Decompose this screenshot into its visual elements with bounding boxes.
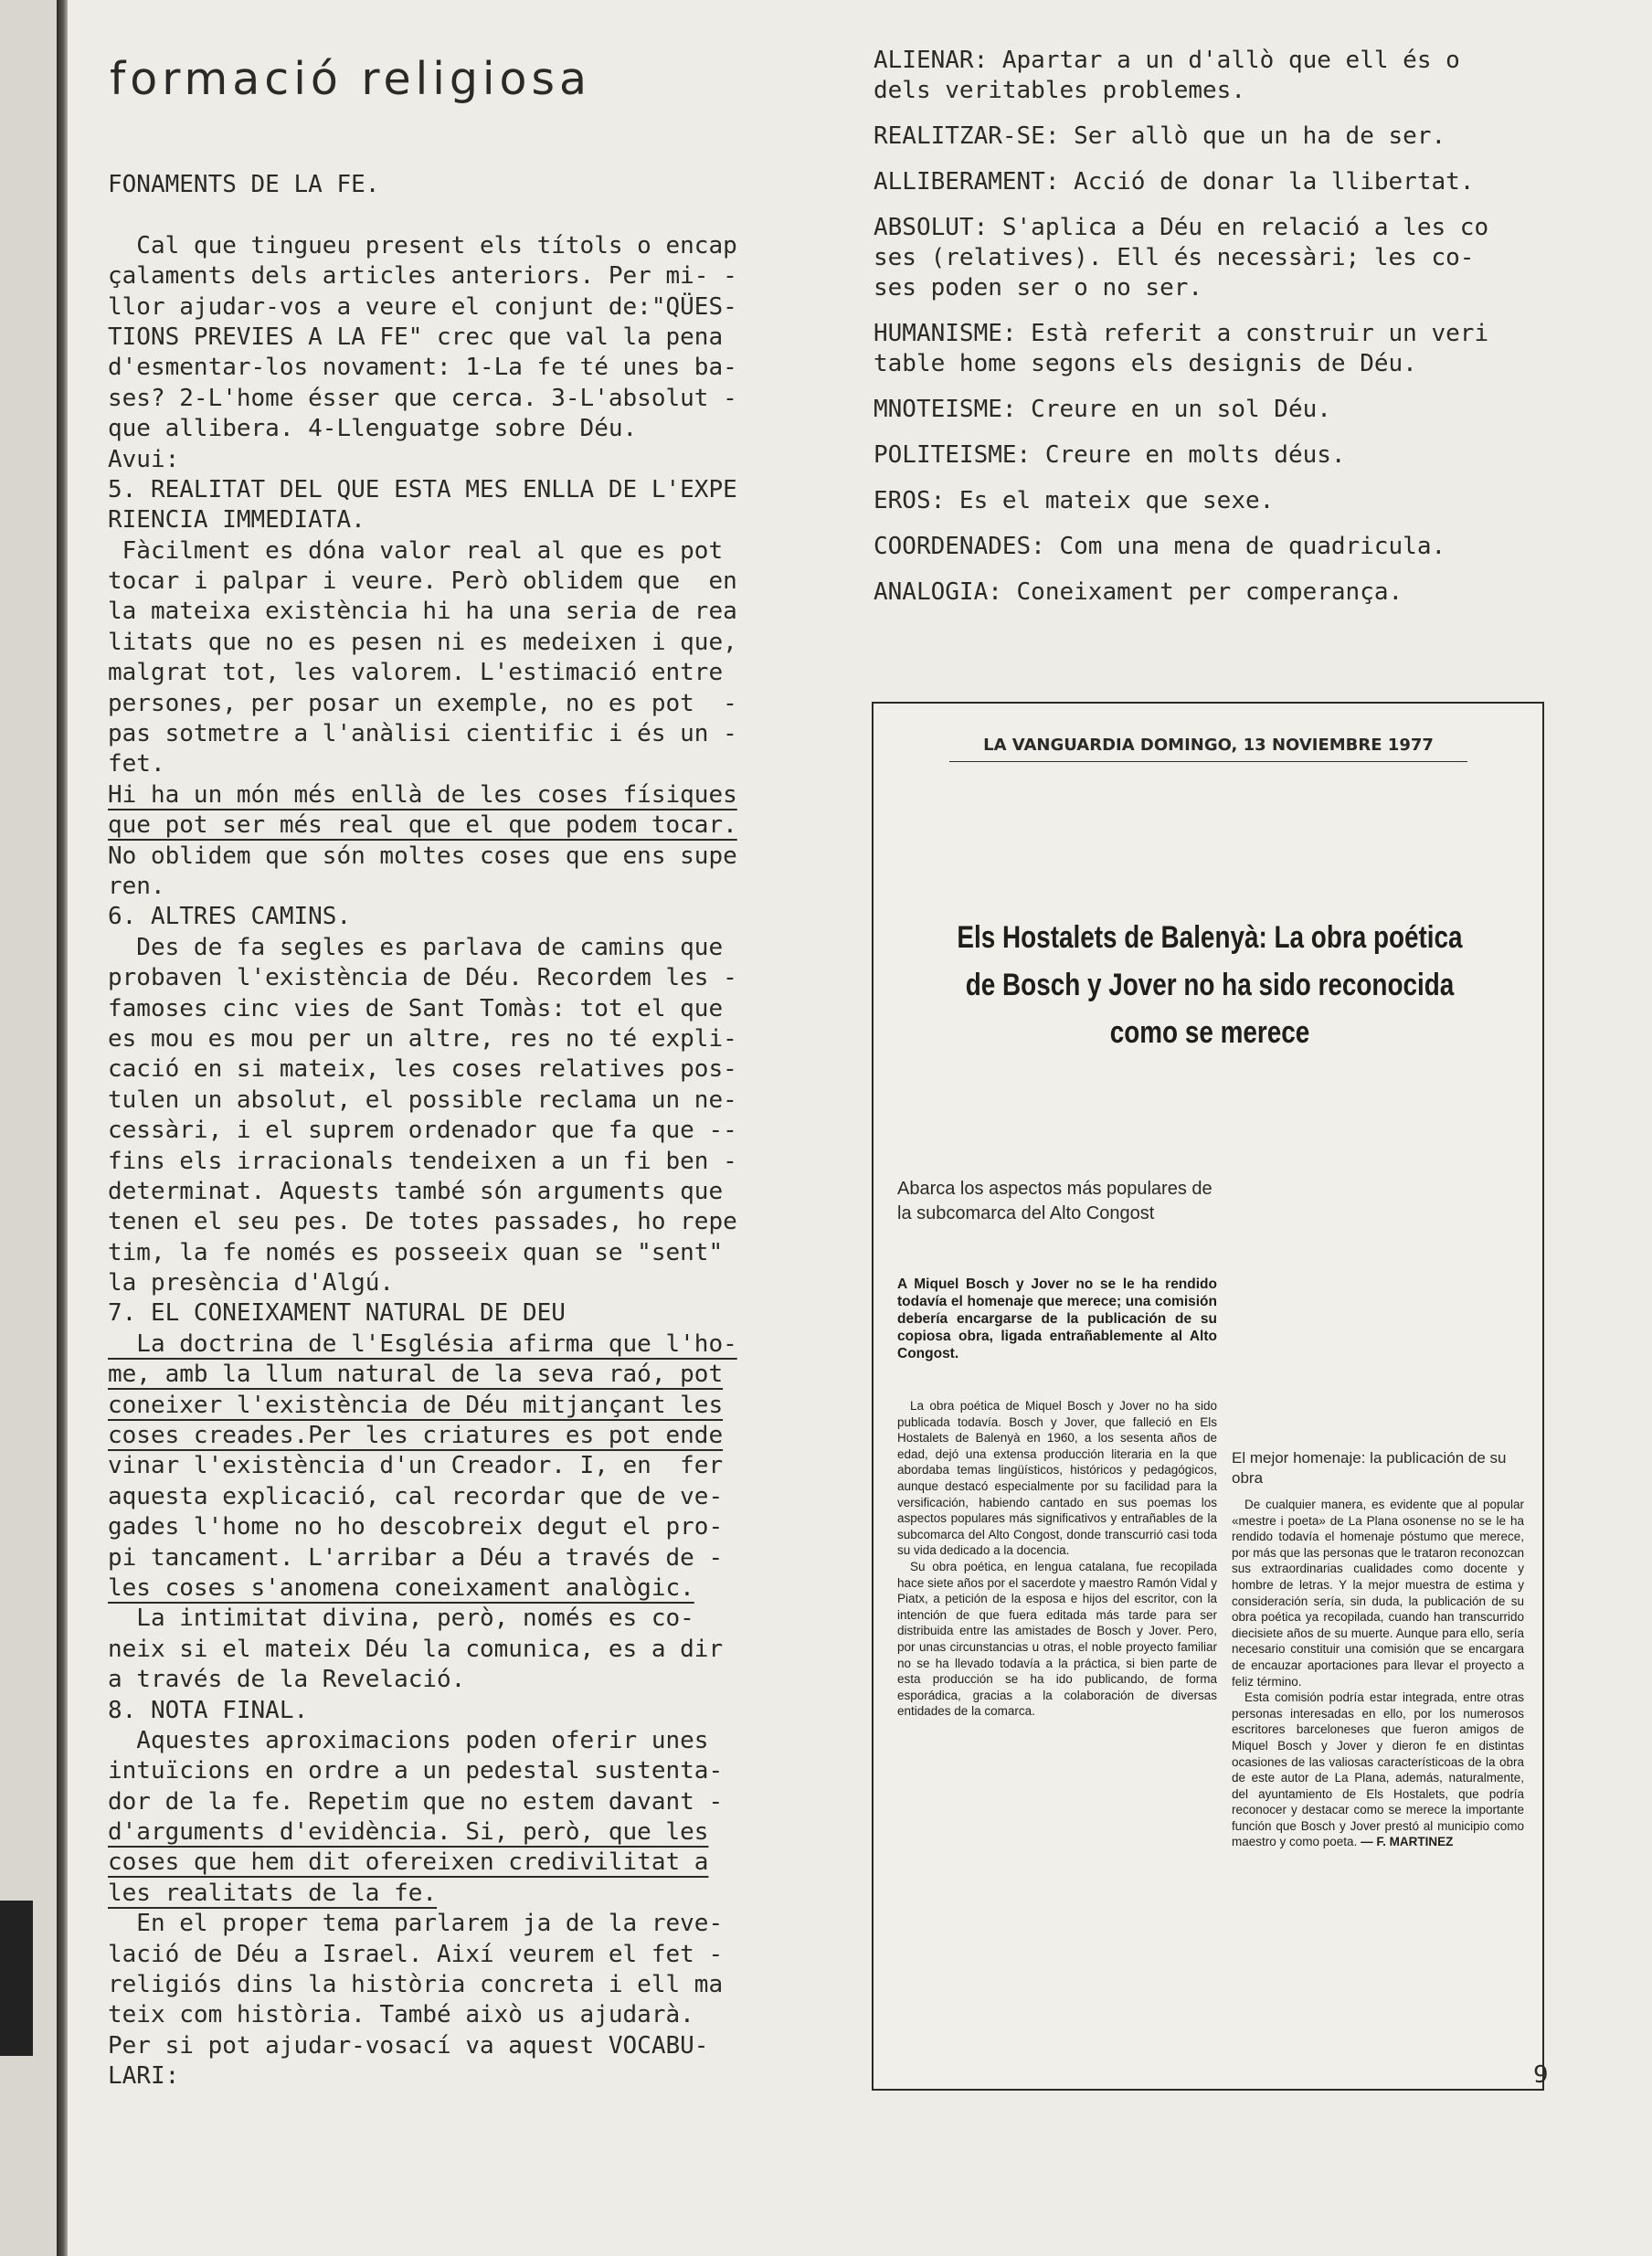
vocabulary-entry: ABSOLUT: S'aplica a Déu en relació a les co ses (relatives). Ell és necessàri; les co- ses poden ser o no ser. xyxy=(874,214,1489,302)
article-line: la presència d'Algú. xyxy=(108,1269,395,1297)
article-line: 6. ALTRES CAMINS. xyxy=(108,903,352,931)
clipping-subtitle: Abarca los aspectos más populares de la subcomarca del Alto Congost xyxy=(897,1179,1213,1223)
article-line: intuïcions en ordre a un pedestal sustenta- xyxy=(108,1757,724,1785)
clipping-lede: A Miquel Bosch y Jover no se le ha rendido todavía el homenaje que merece; una comisión debería encargarse de la publicación de su copiosa obra, ligada entrañablemente al Alto Congost. xyxy=(897,1276,1217,1361)
article-line: probaven l'existència de Déu. Recordem les - xyxy=(108,964,737,992)
article-line: a través de la Revelació. xyxy=(108,1666,466,1694)
article-line: Avui: xyxy=(108,445,180,473)
article-line: fet. xyxy=(108,750,165,778)
article-left-column xyxy=(108,170,784,2092)
article-line: es mou es mou per un altre, res no té expli- xyxy=(108,1024,737,1053)
section-heading: formació religiosa xyxy=(110,53,592,105)
article-line: No oblidem que són moltes coses que ens supe xyxy=(108,842,737,870)
clipping-paragraph: De cualquier manera, es evidente que al popular «mestre i poeta» de La Plana osonense no se le ha rendido todavía el homenaje póstumo que merece, por más que las personas que le trataron reconozcan sus extraordinarias cualidades como docente y hombre de letras. Y la mejor muestra de estima y consideración sería, sin duda, la publicación de su obra poética ya recopilada, cuando han transcurrido diecisiete años de su muerte. Aunque para ello, sería necesario constituir una comisión que se encargara de encauzar aportaciones para llevar el proyecto a feliz término. xyxy=(1232,1498,1524,1689)
article-line: Cal que tingueu present els títols o encap xyxy=(108,231,737,259)
vocabulary-entry: MNOTEISME: Creure en un sol Déu. xyxy=(874,396,1331,423)
article-line: TIONS PREVIES A LA FE" crec que val la pena xyxy=(108,323,724,351)
clipping-body-left xyxy=(897,1398,1217,1720)
article-line: llor ajudar-vos a veure el conjunt de:"QÜES- xyxy=(108,292,737,321)
article-line: d'arguments d'evidència. Si, però, que les xyxy=(108,1818,709,1847)
article-line: teix com història. També això us ajudarà. xyxy=(108,2001,694,2029)
vocabulary-entry: ANALOGIA: Coneixament per comperança. xyxy=(874,578,1403,606)
article-line: tocar i palpar i veure. Però oblidem que en xyxy=(108,567,737,596)
article-line: ses? 2-L'home ésser que cerca. 3-L'absolut - xyxy=(108,384,737,412)
clipping-paragraph: Esta comisión podría estar integrada, entre otras personas interesadas en ello, por los numerosos escritores barceloneses que fueron amigos de Miquel Bosch y Jover y dieron fe en distintas ocasiones de las valiosas característicoas de la obra de este autor de La Plana, además, naturalmente, del ayuntamiento de Els Hostalets, que podría reconocer y destacar como se merece la importante función que Bosch y Jover prestó al municipio como maestro y como poeta. — F. MARTINEZ xyxy=(1232,1690,1524,1849)
article-line: LARI: xyxy=(108,2062,180,2091)
article-line: pi tancament. L'arribar a Déu a través de - xyxy=(108,1543,724,1572)
article-line: La intimitat divina, però, només es co- xyxy=(108,1605,694,1633)
article-line: Hi ha un món més enllà de les coses físiques xyxy=(108,780,737,809)
clipping-headline: Els Hostalets de Balenyà: La obra poética de Bosch y Jover no ha sido reconocida como se merece xyxy=(957,920,1463,1050)
article-line: cessàri, i el suprem ordenador que fa que -- xyxy=(108,1117,737,1145)
article-line: dor de la fe. Repetim que no estem davant - xyxy=(108,1787,724,1816)
article-line: tenen el seu pes. De totes passades, ho repe xyxy=(108,1208,737,1236)
article-line: coses creades.Per les criatures es pot ende xyxy=(108,1422,724,1450)
article-line: persones, per posar un exemple, no es pot - xyxy=(108,689,737,717)
magazine-page xyxy=(68,0,1652,2256)
vocabulary-entry: REALITZAR-SE: Ser allò que un ha de ser. xyxy=(874,122,1446,150)
vocabulary-list xyxy=(874,46,1604,623)
article-line: d'esmentar-los novament: 1-La fe té unes ba- xyxy=(108,354,737,382)
article-line: que pot ser més real que el que podem tocar. xyxy=(108,811,737,840)
vocabulary-entry: ALIENAR: Apartar a un d'allò que ell és o dels veritables problemes. xyxy=(874,47,1460,104)
vocabulary-entry: ALLIBERAMENT: Acció de donar la llibertat. xyxy=(874,168,1475,196)
article-line: En el proper tema parlarem ja de la reve- xyxy=(108,1910,724,1938)
article-line: Aquestes aproximacions poden oferir unes xyxy=(108,1726,709,1754)
article-line xyxy=(108,200,784,230)
article-line: neix si el mateix Déu la comunica, es a dir xyxy=(108,1635,724,1663)
clipping-paragraph: Su obra poética, en lengua catalana, fue recopilada hace siete años por el sacerdote y maestro Ramón Vidal y Piatx, a petición de la esposa e hijos del escritor, con la intención de que fuera editada más tarde para ser distribuida entre las amistades de Bosch y Jover. Pero, por unas circunstancias u otras, el noble proyecto familiar no se ha llevado todavía a la práctica, si bien parte de esta producción se ha ido publicando, de forma esporádica, gracias a la colaboración de diversas entidades de la comarca. xyxy=(897,1559,1217,1719)
clipping-right-subheading: El mejor homenaje: la publicación de su obra xyxy=(1232,1449,1507,1487)
article-line: tim, la fe només es posseeix quan se "sent" xyxy=(108,1238,724,1266)
newspaper-clipping xyxy=(872,702,1544,2091)
article-line: RIENCIA IMMEDIATA. xyxy=(108,506,365,535)
article-line: tulen un absolut, el possible reclama un ne- xyxy=(108,1086,737,1114)
clipping-date-rule xyxy=(949,761,1467,762)
vocabulary-entry: HUMANISME: Està referit a construir un veri table home segons els designis de Déu. xyxy=(874,320,1489,377)
article-line: famoses cinc vies de Sant Tomàs: tot el que xyxy=(108,994,724,1022)
article-line: 7. EL CONEIXAMENT NATURAL DE DEU xyxy=(108,1299,566,1328)
article-line: aquesta explicació, cal recordar que de ve- xyxy=(108,1482,724,1510)
previous-page-edge xyxy=(0,0,64,2256)
clipping-body-right xyxy=(1232,1497,1524,1850)
article-line: me, amb la llum natural de la seva raó, pot xyxy=(108,1361,724,1389)
article-line: que allibera. 4-Llenguatge sobre Déu. xyxy=(108,415,638,443)
article-line: coses que hem dit ofereixen credivilitat a xyxy=(108,1848,709,1877)
article-line: la mateixa existència hi ha una seria de rea xyxy=(108,598,737,626)
vocabulary-entry: EROS: Es el mateix que sexe. xyxy=(874,487,1275,514)
vocabulary-entry: POLITEISME: Creure en molts déus. xyxy=(874,441,1346,469)
article-line: ren. xyxy=(108,872,165,900)
article-line: les realitats de la fe. xyxy=(108,1879,438,1907)
article-line: litats que no es pesen ni es medeixen i que, xyxy=(108,628,737,656)
clipping-paragraph: La obra poética de Miquel Bosch y Jover no ha sido publicada todavía. Bosch y Jover, que falleció en Els Hostalets de Balenyà en 1960, a los sesenta años de edad, dejó una extensa producción literaria en la que abordaba temas lingüísticos, históricos y pedagógicos, aunque destacó especialmente por su facilidad para la versificación, habiendo cantado en sus poemas los aspectos populares más significativos y entrañables de la subcomarca del Alto Congost, donde transcurrió casi toda su vida dedicado a la docencia. xyxy=(897,1399,1217,1558)
article-line: fins els irracionals tendeixen a un fi ben - xyxy=(108,1147,737,1175)
article-line: Fàcilment es dóna valor real al que es pot xyxy=(108,536,724,565)
article-line: çalaments dels articles anteriors. Per mi- - xyxy=(108,262,737,291)
article-line: 5. REALITAT DEL QUE ESTA MES ENLLA DE L'EXPE xyxy=(108,475,737,503)
article-line: coneixer l'existència de Déu mitjançant les xyxy=(108,1391,724,1419)
article-line: Des de fa segles es parlava de camins que xyxy=(108,933,724,961)
article-line: La doctrina de l'Església afirma que l'ho- xyxy=(108,1329,737,1358)
article-line: Per si pot ajudar-vosací va aquest VOCABU- xyxy=(108,2031,709,2060)
article-line: religiós dins la història concreta i ell ma xyxy=(108,1971,724,1999)
previous-page-image-fragment xyxy=(0,1901,33,2056)
article-line: gades l'home no ho descobreix degut el pro- xyxy=(108,1513,724,1541)
article-line: FONAMENTS DE LA FE. xyxy=(108,171,380,198)
article-line: determinat. Aquests també són arguments que xyxy=(108,1177,724,1205)
article-line: les coses s'anomena coneixament analògic. xyxy=(108,1573,694,1602)
article-line: malgrat tot, les valorem. L'estimació entre xyxy=(108,659,724,687)
vocabulary-entry: COORDENADES: Com una mena de quadricula. xyxy=(874,533,1446,560)
article-line: pas sotmetre a l'anàlisi cientific i és un - xyxy=(108,720,737,748)
clipping-date: LA VANGUARDIA DOMINGO, 13 NOVIEMBRE 1977 xyxy=(983,736,1434,755)
article-line: lació de Déu a Israel. Així veurem el fet - xyxy=(108,1940,724,1968)
page-number: 9 xyxy=(1533,2061,1549,2089)
article-line: 8. NOTA FINAL. xyxy=(108,1696,309,1724)
article-line: cació en si mateix, les coses relatives pos- xyxy=(108,1055,737,1084)
clipping-signature: — F. MARTINEZ xyxy=(1361,1835,1454,1849)
article-line: vinar l'existència d'un Creador. I, en fer xyxy=(108,1452,724,1480)
